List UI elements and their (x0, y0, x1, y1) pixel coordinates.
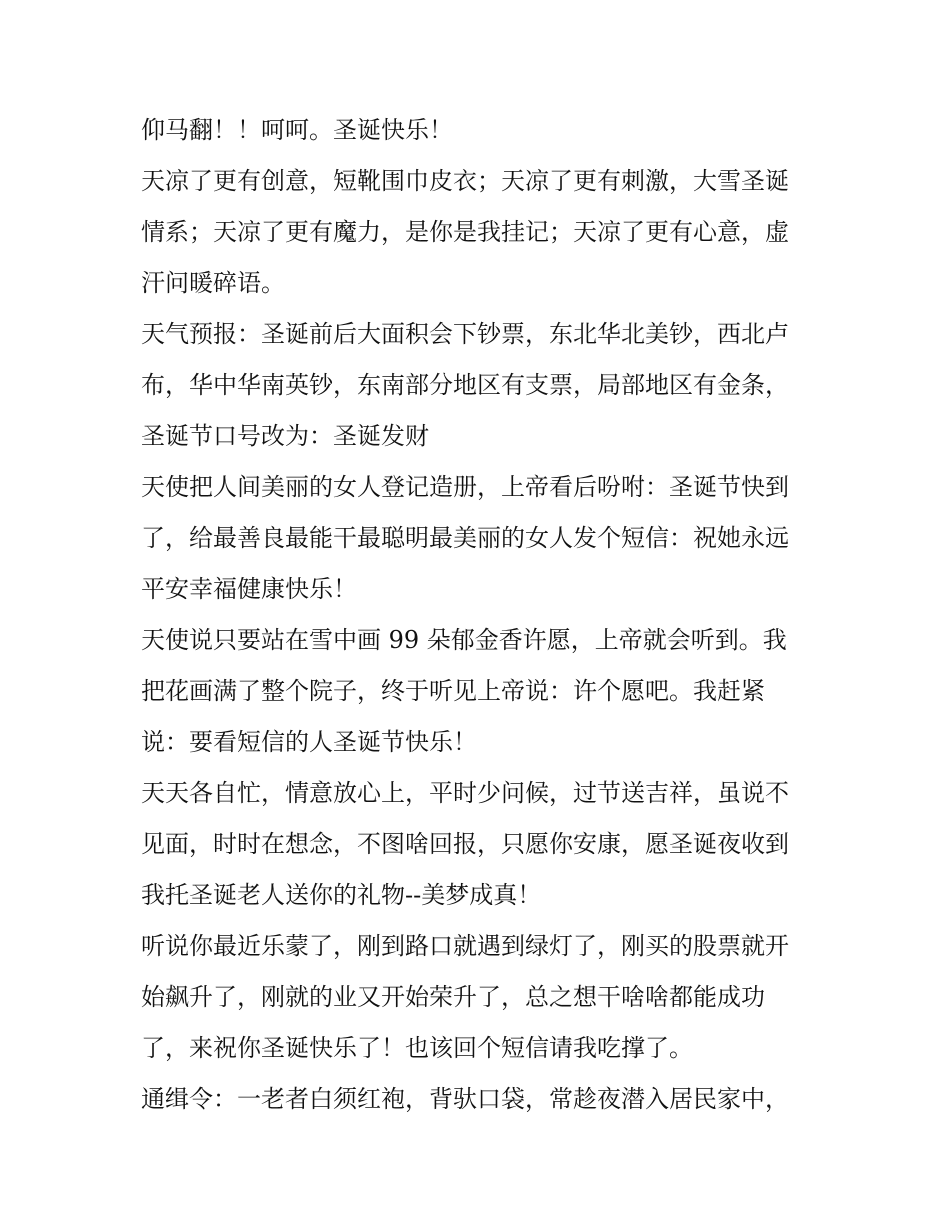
text-line: 了，给最善良最能干最聪明最美丽的女人发个短信：祝她永远 (141, 524, 789, 552)
text-line: 天凉了更有创意，短靴围巾皮衣；天凉了更有刺激，大雪圣诞 (141, 167, 789, 195)
text-line: 布，华中华南英钞，东南部分地区有支票，局部地区有金条， (141, 371, 789, 399)
text-line: 听说你最近乐蒙了，刚到路口就遇到绿灯了，刚买的股票就开 (141, 932, 789, 960)
text-line: 天使把人间美丽的女人登记造册，上帝看后吩咐：圣诞节快到 (141, 473, 789, 501)
text-line: 仰马翻！！呵呵。圣诞快乐！ (141, 116, 453, 144)
text-line: 见面，时时在想念，不图啥回报，只愿你安康，愿圣诞夜收到 (141, 830, 789, 858)
text-line: 情系；天凉了更有魔力，是你是我挂记；天凉了更有心意，虚 (141, 218, 789, 246)
text-line: 说：要看短信的人圣诞节快乐！ (141, 728, 477, 756)
text-line: 平安幸福健康快乐！ (141, 575, 357, 603)
text-line: 了，来祝你圣诞快乐了！也该回个短信请我吃撑了。 (141, 1034, 693, 1062)
text-line: 汗问暖碎语。 (141, 269, 285, 297)
text-line: 我托圣诞老人送你的礼物--美梦成真！ (141, 881, 542, 909)
document-body (141, 105, 821, 1125)
text-line: 天气预报：圣诞前后大面积会下钞票，东北华北美钞，西北卢 (141, 320, 789, 348)
text-line: 天天各自忙，情意放心上，平时少问候，过节送吉祥，虽说不 (141, 779, 789, 807)
text-line: 圣诞节口号改为：圣诞发财 (141, 422, 429, 450)
text-line: 始飙升了，刚就的业又开始荣升了，总之想干啥啥都能成功 (141, 983, 765, 1011)
text-line: 天使说只要站在雪中画 99 朵郁金香许愿，上帝就会听到。我 (141, 626, 787, 654)
text-line: 把花画满了整个院子，终于听见上帝说：许个愿吧。我赶紧 (141, 677, 765, 705)
text-line: 通缉令：一老者白须红袍，背驮口袋，常趁夜潜入居民家中， (141, 1085, 789, 1113)
